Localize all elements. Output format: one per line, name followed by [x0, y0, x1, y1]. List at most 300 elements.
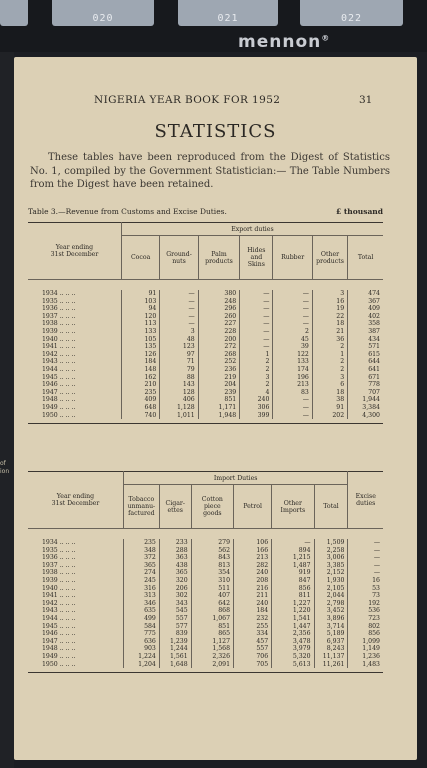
value-cell: 3 — [160, 328, 198, 336]
year-cell: 1939 .. .. .. — [42, 327, 76, 335]
value-cell: 5,613 — [272, 661, 314, 669]
table-row — [28, 290, 383, 298]
table-row — [28, 404, 383, 412]
value-cell: 192 — [348, 600, 383, 608]
value-cell: 3 — [312, 290, 347, 298]
value-cell: 802 — [348, 623, 383, 631]
value-cell: 5,320 — [272, 653, 314, 661]
value-cell: 557 — [159, 615, 191, 623]
value-cell: 402 — [348, 313, 383, 321]
value-cell: 2 — [312, 366, 347, 374]
value-cell: 1,509 — [314, 539, 348, 547]
value-cell: 705 — [234, 661, 272, 669]
value-cell: 1,561 — [159, 653, 191, 661]
value-cell: 196 — [273, 374, 312, 382]
value-cell: 103 — [121, 298, 159, 306]
value-cell: 272 — [198, 343, 240, 351]
value-cell: 367 — [348, 298, 383, 306]
group-header: Export duties — [121, 223, 383, 236]
table-row — [28, 313, 383, 321]
film-frame-021 — [178, 0, 278, 26]
year-cell: 1950 .. .. .. — [42, 411, 76, 419]
value-cell: 365 — [123, 562, 159, 570]
value-cell: 1,220 — [272, 607, 314, 615]
value-cell: — — [240, 313, 273, 321]
table-row — [28, 336, 383, 344]
value-cell: 3,384 — [348, 404, 383, 412]
table-row — [28, 298, 383, 306]
year-cell: 1941 .. .. .. — [42, 343, 76, 351]
value-cell: 94 — [121, 305, 159, 313]
column-header: Petrol — [234, 485, 272, 529]
value-cell: 438 — [159, 562, 191, 570]
year-cell: 1934 .. .. .. — [42, 539, 76, 546]
value-cell: — — [273, 412, 312, 420]
value-cell: 707 — [348, 389, 383, 397]
film-frame-020 — [52, 0, 154, 26]
table-row — [28, 600, 383, 608]
value-cell: 255 — [234, 623, 272, 631]
value-cell: 1,239 — [159, 638, 191, 646]
value-cell: 38 — [312, 396, 347, 404]
value-cell: 105 — [121, 336, 159, 344]
value-cell: 919 — [272, 569, 314, 577]
value-cell: 2,258 — [314, 547, 348, 555]
value-cell: 635 — [123, 607, 159, 615]
table-row — [28, 389, 383, 397]
value-cell: 71 — [160, 358, 198, 366]
value-cell: 3,714 — [314, 623, 348, 631]
export-duties-table — [28, 222, 383, 424]
value-cell: 53 — [348, 585, 383, 593]
value-cell: 73 — [348, 592, 383, 600]
column-header: Other products — [312, 236, 347, 280]
value-cell: 3,478 — [272, 638, 314, 646]
value-cell: 2 — [312, 358, 347, 366]
value-cell: 211 — [234, 592, 272, 600]
value-cell: — — [240, 328, 273, 336]
value-cell: 536 — [348, 607, 383, 615]
value-cell: 3 — [240, 374, 273, 382]
film-strip — [0, 0, 427, 52]
value-cell: 296 — [198, 305, 240, 313]
value-cell: 274 — [123, 569, 159, 577]
table-row — [28, 351, 383, 359]
year-cell: 1943 .. .. .. — [42, 358, 76, 366]
value-cell: 18 — [312, 320, 347, 328]
value-cell: 406 — [160, 396, 198, 404]
table-row — [28, 645, 383, 653]
value-cell: 16 — [312, 298, 347, 306]
value-cell: — — [240, 298, 273, 306]
year-cell: 1942 .. .. .. — [42, 350, 76, 358]
value-cell: 22 — [312, 313, 347, 321]
value-cell: 903 — [123, 645, 159, 653]
value-cell: 499 — [123, 615, 159, 623]
value-cell: 216 — [234, 585, 272, 593]
value-cell: 2,356 — [272, 630, 314, 638]
value-cell: 1,944 — [348, 396, 383, 404]
value-cell: — — [273, 305, 312, 313]
year-cell: 1946 .. .. .. — [42, 381, 76, 389]
year-cell: 1940 .. .. .. — [42, 584, 76, 592]
page-number: 31 — [359, 94, 373, 106]
value-cell: — — [348, 554, 383, 562]
value-cell: 571 — [348, 343, 383, 351]
running-title: NIGERIA YEAR BOOK FOR 1952 — [94, 94, 281, 106]
year-cell: 1949 .. .. .. — [42, 403, 76, 411]
table-row — [28, 381, 383, 389]
year-header: Year ending 31st December — [28, 223, 121, 280]
value-cell: 206 — [159, 585, 191, 593]
value-cell: 21 — [312, 328, 347, 336]
film-frame-partial — [0, 0, 28, 26]
value-cell: 227 — [198, 320, 240, 328]
value-cell: — — [272, 539, 314, 547]
value-cell: 91 — [121, 290, 159, 298]
value-cell: 775 — [123, 630, 159, 638]
value-cell: 577 — [159, 623, 191, 631]
value-cell: 122 — [273, 351, 312, 359]
value-cell: 19 — [312, 305, 347, 313]
value-cell: 2 — [240, 381, 273, 389]
value-cell: 235 — [123, 539, 159, 547]
value-cell: 740 — [121, 412, 159, 420]
table-row — [28, 577, 383, 585]
value-cell: 387 — [348, 328, 383, 336]
value-cell: 133 — [273, 358, 312, 366]
value-cell: 39 — [273, 343, 312, 351]
value-cell: 79 — [160, 366, 198, 374]
column-header: Palm products — [198, 236, 240, 280]
table-row — [28, 607, 383, 615]
value-cell: — — [273, 313, 312, 321]
value-cell: 2 — [273, 328, 312, 336]
section-title: STATISTICS — [154, 121, 277, 142]
column-header: Cotton piece goods — [191, 485, 233, 529]
value-cell: 1,244 — [159, 645, 191, 653]
value-cell: 245 — [123, 577, 159, 585]
value-cell: — — [160, 305, 198, 313]
value-cell: 236 — [198, 366, 240, 374]
table-row — [28, 638, 383, 646]
value-cell: 260 — [198, 313, 240, 321]
value-cell: 1,128 — [160, 404, 198, 412]
value-cell: 1,224 — [123, 653, 159, 661]
value-cell: 11,137 — [314, 653, 348, 661]
value-cell: 1,127 — [191, 638, 233, 646]
value-cell: 2 — [312, 343, 347, 351]
value-cell: 358 — [348, 320, 383, 328]
table-row — [28, 396, 383, 404]
year-cell: 1948 .. .. .. — [42, 396, 76, 404]
table-row — [28, 623, 383, 631]
value-cell: 133 — [121, 328, 159, 336]
table-row — [28, 592, 383, 600]
value-cell: 228 — [198, 328, 240, 336]
year-cell: 1943 .. .. .. — [42, 607, 76, 615]
value-cell: — — [240, 305, 273, 313]
year-cell: 1946 .. .. .. — [42, 630, 76, 638]
value-cell: 6,937 — [314, 638, 348, 646]
value-cell: 320 — [159, 577, 191, 585]
value-cell: 174 — [273, 366, 312, 374]
year-cell: 1939 .. .. .. — [42, 576, 76, 584]
table-row — [28, 539, 383, 547]
value-cell: 135 — [121, 343, 159, 351]
value-cell: 434 — [348, 336, 383, 344]
value-cell: 252 — [198, 358, 240, 366]
value-cell: 584 — [123, 623, 159, 631]
value-cell: 2,326 — [191, 653, 233, 661]
value-cell: 1,447 — [272, 623, 314, 631]
value-cell: 474 — [348, 290, 383, 298]
value-cell: 1,067 — [191, 615, 233, 623]
year-cell: 1940 .. .. .. — [42, 335, 76, 343]
value-cell: 1,215 — [272, 554, 314, 562]
value-cell: 2 — [240, 358, 273, 366]
value-cell: 3,979 — [272, 645, 314, 653]
value-cell: 1,541 — [272, 615, 314, 623]
column-header: Hides and Skins — [240, 236, 273, 280]
value-cell: 1,227 — [272, 600, 314, 608]
value-cell: 2,044 — [314, 592, 348, 600]
year-cell: 1937 .. .. .. — [42, 312, 76, 320]
value-cell: 240 — [234, 569, 272, 577]
value-cell: — — [273, 290, 312, 298]
table-row — [28, 305, 383, 313]
table-row — [28, 320, 383, 328]
value-cell: 348 — [123, 547, 159, 555]
value-cell: 11,261 — [314, 661, 348, 669]
value-cell: 302 — [159, 592, 191, 600]
value-cell: 363 — [159, 554, 191, 562]
value-cell: — — [273, 396, 312, 404]
table-row — [28, 630, 383, 638]
value-cell: 334 — [234, 630, 272, 638]
value-cell: 123 — [160, 343, 198, 351]
year-cell: 1937 .. .. .. — [42, 561, 76, 569]
table-row — [28, 374, 383, 382]
value-cell: 3,452 — [314, 607, 348, 615]
year-cell: 1935 .. .. .. — [42, 297, 76, 305]
value-cell: 3,896 — [314, 615, 348, 623]
column-header: Ground- nuts — [160, 236, 198, 280]
value-cell: 865 — [191, 630, 233, 638]
year-cell: 1945 .. .. .. — [42, 373, 76, 381]
value-cell: 1,568 — [191, 645, 233, 653]
year-cell: 1938 .. .. .. — [42, 569, 76, 577]
value-cell: 18 — [312, 389, 347, 397]
value-cell: 113 — [121, 320, 159, 328]
value-cell: 200 — [198, 336, 240, 344]
value-cell: — — [240, 320, 273, 328]
value-cell: 148 — [121, 366, 159, 374]
value-cell: 240 — [240, 396, 273, 404]
column-header: Rubber — [273, 236, 312, 280]
caption-text: Table 3.—Revenue from Customs and Excise Duties. — [28, 207, 227, 216]
value-cell: 2,152 — [314, 569, 348, 577]
book-page — [14, 57, 417, 760]
value-cell: 706 — [234, 653, 272, 661]
year-cell: 1944 .. .. .. — [42, 365, 76, 373]
table-row — [28, 661, 383, 669]
value-cell: 346 — [123, 600, 159, 608]
value-cell: 511 — [191, 585, 233, 593]
value-cell: 1,011 — [160, 412, 198, 420]
value-cell: 166 — [234, 547, 272, 555]
value-cell: 615 — [348, 351, 383, 359]
value-cell: 1,204 — [123, 661, 159, 669]
value-cell: 91 — [312, 404, 347, 412]
year-header: Year ending 31st December — [28, 472, 123, 529]
value-cell: 16 — [348, 577, 383, 585]
table-row — [28, 358, 383, 366]
value-cell: — — [160, 320, 198, 328]
value-cell: 557 — [234, 645, 272, 653]
value-cell: 3,006 — [314, 554, 348, 562]
value-cell: 1,171 — [198, 404, 240, 412]
year-cell: 1949 .. .. .. — [42, 652, 76, 660]
value-cell: 248 — [198, 298, 240, 306]
table-row — [28, 569, 383, 577]
value-cell: 671 — [348, 374, 383, 382]
value-cell: — — [240, 336, 273, 344]
value-cell: — — [348, 547, 383, 555]
year-cell: 1945 .. .. .. — [42, 622, 76, 630]
intro-paragraph: These tables have been reproduced from the Digest of Statistics No. 1, compiled by the Government Statistician:— The Table Numbers from the Digest have been retained. — [30, 152, 390, 190]
value-cell: 457 — [234, 638, 272, 646]
value-cell: 562 — [191, 547, 233, 555]
value-cell: 2,091 — [191, 661, 233, 669]
year-cell: 1934 .. .. .. — [42, 290, 76, 297]
value-cell: 143 — [160, 381, 198, 389]
brand-logo: mennon® — [238, 32, 331, 52]
column-header: Tobacco unmanu- factured — [123, 485, 159, 529]
value-cell: 268 — [198, 351, 240, 359]
year-cell: 1936 .. .. .. — [42, 554, 76, 562]
value-cell: 235 — [121, 389, 159, 397]
year-cell: 1935 .. .. .. — [42, 546, 76, 554]
value-cell: 184 — [234, 607, 272, 615]
value-cell: 636 — [123, 638, 159, 646]
table-row — [28, 412, 383, 420]
binder-edge — [0, 52, 14, 768]
value-cell: 184 — [121, 358, 159, 366]
value-cell: 851 — [191, 623, 233, 631]
value-cell: 1,099 — [348, 638, 383, 646]
value-cell: 162 — [121, 374, 159, 382]
table-row — [28, 562, 383, 570]
year-cell: 1942 .. .. .. — [42, 599, 76, 607]
value-cell: 288 — [159, 547, 191, 555]
value-cell: 36 — [312, 336, 347, 344]
value-cell: 407 — [191, 592, 233, 600]
value-cell: 642 — [191, 600, 233, 608]
value-cell: 4 — [240, 389, 273, 397]
value-cell: 1,236 — [348, 653, 383, 661]
value-cell: 1,483 — [348, 661, 383, 669]
group-header: Import Duties — [123, 472, 348, 485]
unit-label: £ thousand — [336, 207, 383, 216]
value-cell: 313 — [123, 592, 159, 600]
value-cell: 88 — [160, 374, 198, 382]
value-cell: 723 — [348, 615, 383, 623]
table-row — [28, 653, 383, 661]
column-header: Total — [348, 236, 383, 280]
value-cell: — — [273, 404, 312, 412]
column-header: Total — [314, 485, 348, 529]
value-cell: 202 — [312, 412, 347, 420]
value-cell: 4,300 — [348, 412, 383, 420]
value-cell: 1,948 — [198, 412, 240, 420]
value-cell: 644 — [348, 358, 383, 366]
table-row — [28, 366, 383, 374]
value-cell: 1,930 — [314, 577, 348, 585]
import-duties-table — [28, 471, 383, 673]
value-cell: 2 — [240, 366, 273, 374]
value-cell: 45 — [273, 336, 312, 344]
value-cell: 8,243 — [314, 645, 348, 653]
year-cell: 1948 .. .. .. — [42, 645, 76, 653]
value-cell: 97 — [160, 351, 198, 359]
value-cell: 847 — [272, 577, 314, 585]
value-cell: 279 — [191, 539, 233, 547]
value-cell: — — [273, 320, 312, 328]
value-cell: 811 — [272, 592, 314, 600]
value-cell: — — [160, 290, 198, 298]
table-row — [28, 547, 383, 555]
table-row — [28, 615, 383, 623]
frame-number: 022 — [340, 13, 363, 24]
value-cell: 306 — [240, 404, 273, 412]
value-cell: 851 — [198, 396, 240, 404]
value-cell: 856 — [272, 585, 314, 593]
value-cell: 316 — [123, 585, 159, 593]
value-cell: 2,798 — [314, 600, 348, 608]
value-cell: 409 — [121, 396, 159, 404]
value-cell: 3 — [312, 374, 347, 382]
value-cell: 83 — [273, 389, 312, 397]
value-cell: 128 — [160, 389, 198, 397]
column-header: Cocoa — [121, 236, 159, 280]
value-cell: 354 — [191, 569, 233, 577]
value-cell: 213 — [234, 554, 272, 562]
value-cell: 1 — [240, 351, 273, 359]
brand-text: mennon — [238, 32, 322, 52]
value-cell: 839 — [159, 630, 191, 638]
value-cell: 1,487 — [272, 562, 314, 570]
value-cell: 894 — [272, 547, 314, 555]
value-cell: 210 — [121, 381, 159, 389]
table-row — [28, 328, 383, 336]
film-frame-022 — [300, 0, 403, 26]
value-cell: — — [348, 569, 383, 577]
value-cell: 813 — [191, 562, 233, 570]
value-cell: 204 — [198, 381, 240, 389]
year-cell: 1936 .. .. .. — [42, 305, 76, 313]
frame-number: 020 — [92, 13, 114, 24]
value-cell: 1,648 — [159, 661, 191, 669]
value-cell: 106 — [234, 539, 272, 547]
value-cell: 365 — [159, 569, 191, 577]
year-cell: 1947 .. .. .. — [42, 637, 76, 645]
value-cell: 1 — [312, 351, 347, 359]
value-cell: 343 — [159, 600, 191, 608]
year-cell: 1944 .. .. .. — [42, 614, 76, 622]
value-cell: 240 — [234, 600, 272, 608]
table-row — [28, 554, 383, 562]
